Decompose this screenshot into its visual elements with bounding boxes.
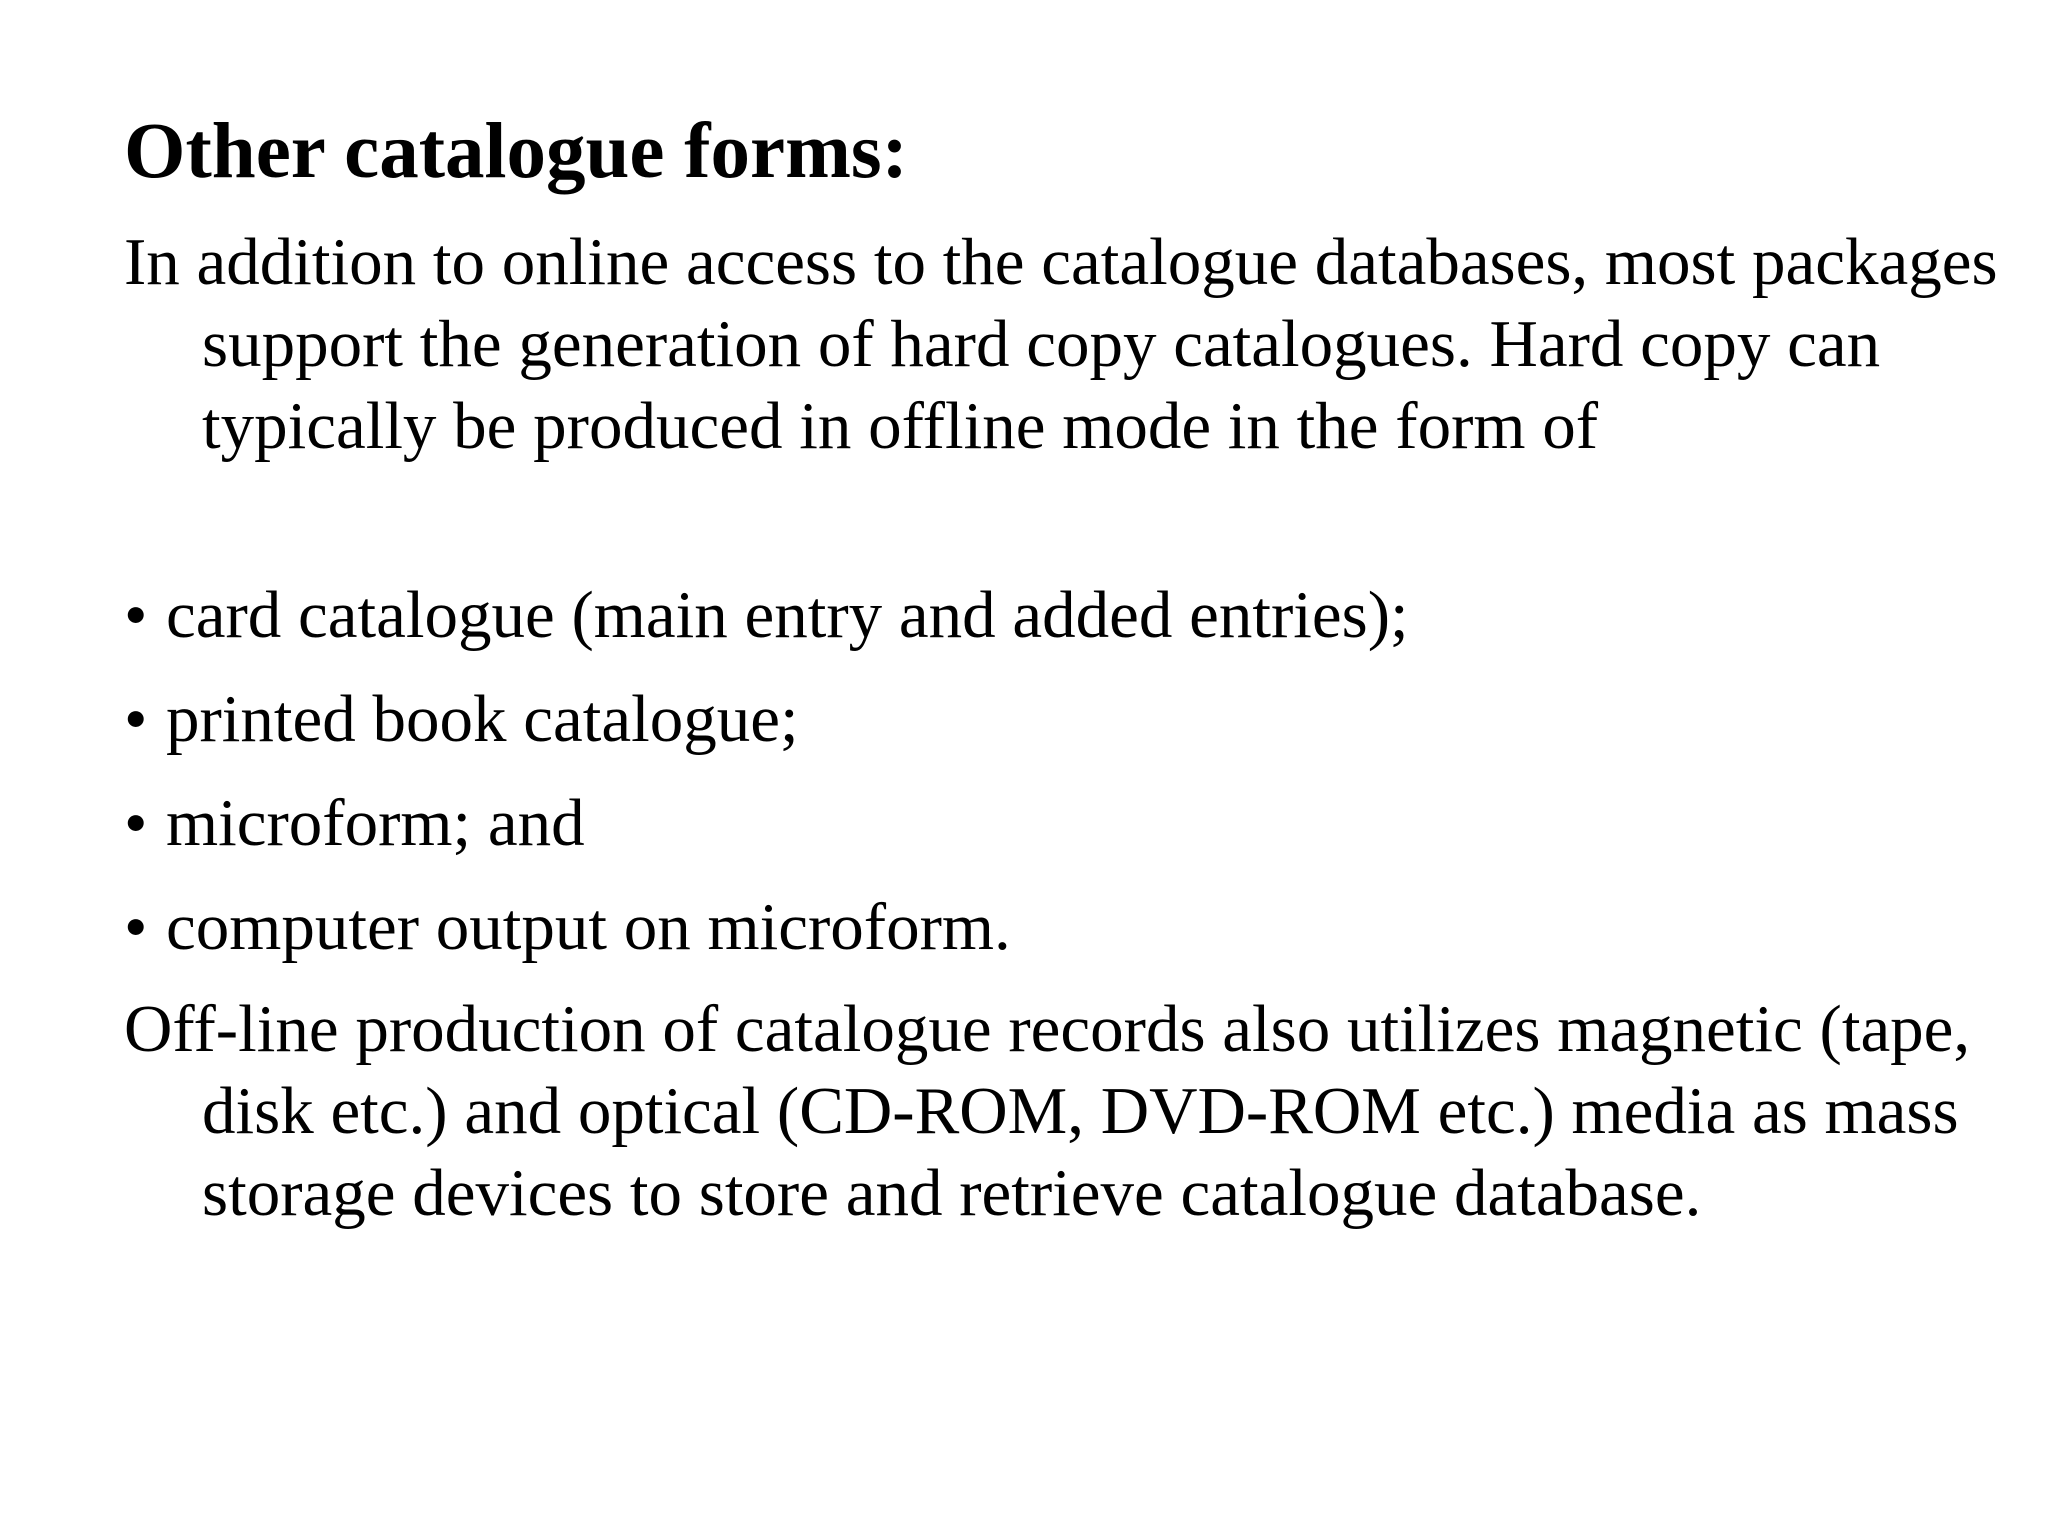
bullet-item-microform — [124, 782, 1409, 886]
bullet-item-card-catalogue — [124, 574, 1409, 678]
bullet-icon: • — [124, 890, 148, 964]
slide-title: Other catalogue forms: — [124, 108, 908, 195]
bullet-text: microform; and — [166, 786, 585, 860]
intro-paragraph: In addition to online access to the catalogue databases, most packages support the generation of hard copy catalogues. Hard copy can typically be produced in offline mode in the form of — [124, 225, 1998, 463]
bullet-text: computer output on microform. — [166, 890, 1011, 964]
bullet-icon: • — [124, 682, 148, 756]
offline-production-paragraph: Off-line production of catalogue records also utilizes magnetic (tape, disk etc.) and optical (CD-ROM, DVD-ROM etc.) media as mass storage devices to store and retrieve catalogue database. — [124, 992, 1971, 1230]
bullet-item-com — [124, 886, 1409, 990]
bullet-item-printed-book — [124, 678, 1409, 782]
bullet-list — [124, 574, 1409, 990]
bullet-icon: • — [124, 786, 148, 860]
bullet-icon: • — [124, 578, 148, 652]
bullet-text: card catalogue (main entry and added entries); — [166, 578, 1409, 652]
bullet-text: printed book catalogue; — [166, 682, 799, 756]
